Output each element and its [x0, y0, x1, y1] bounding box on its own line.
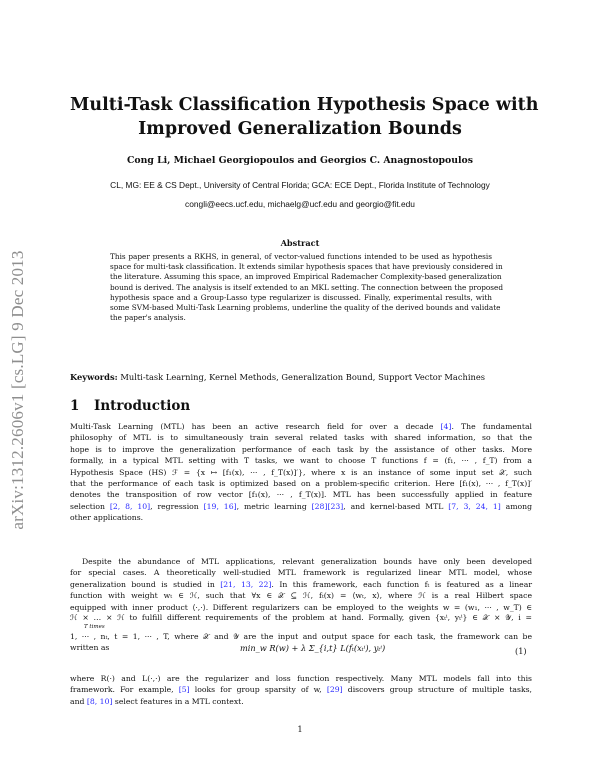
keywords: [70, 372, 540, 382]
title-line: Improved Generalization Bounds: [138, 119, 462, 139]
citation-link[interactable]: [8, 10]: [86, 696, 113, 706]
abstract-line: space for multi-task classification. It extends similar hypothesis spaces that have previously considered in: [110, 262, 503, 272]
abstract-line: bound is derived. The analysis is itself extended to an MKL setting. The connection between the proposed: [110, 282, 504, 292]
citation-link[interactable]: [2, 8, 10]: [109, 501, 151, 511]
keywords-text: Multi-task Learning, Kernel Methods, Generalization Bound, Support Vector Machines: [120, 372, 485, 382]
text-line: 1, ··· , nₜ, t = 1, ··· , T, where 𝒳 and 𝒴 are the input and output space for each task, the framework can be: [70, 632, 532, 642]
arxiv-stamp: [4, 170, 32, 610]
keywords-label: Keywords:: [70, 372, 118, 382]
citation-link[interactable]: [28]: [311, 501, 328, 511]
citation-link[interactable]: [5]: [178, 685, 190, 695]
text-line: other applications.: [70, 513, 144, 523]
citation-link[interactable]: [4]: [440, 422, 452, 431]
abstract-line: the paper's analysis.: [110, 313, 186, 323]
equation-number: (1): [515, 646, 527, 656]
equation: min_w R(w) + λ Σ_{i,t} L(fₜ(xₜⁱ), yₜⁱ): [240, 643, 386, 653]
abstract-heading: Abstract: [280, 238, 320, 248]
citation-link[interactable]: [19, 16]: [203, 501, 237, 511]
section-number: 1: [70, 398, 80, 414]
text-line: Multi-Task Learning (MTL) has been an active research field for over a decade [4]. The fundamental: [70, 422, 532, 431]
arxiv-stamp-text: arXiv:1312.2606v1 [cs.LG] 9 Dec 2013: [8, 250, 27, 530]
section-title: Introduction: [94, 398, 191, 414]
affiliation: CL, MG: EE & CS Dept., University of Central Florida; GCA: ECE Dept., Florida Institute of Technology: [110, 180, 490, 190]
title-line: Multi-Task Classification Hypothesis Space with: [70, 95, 539, 115]
citation-link[interactable]: [7, 3, 24, 1]: [448, 501, 501, 511]
abstract-line: This paper presents a RKHS, in general, of vector-valued functions intended to be used as hypothesis: [110, 252, 492, 261]
emails: congli@eecs.ucf.edu, michaelg@ucf.edu and georgio@fit.edu: [185, 199, 415, 209]
underbrace-label: T times: [84, 624, 105, 631]
citation-link[interactable]: [29]: [326, 685, 343, 695]
paragraph-2: [70, 556, 532, 654]
text-line: philosophy of MTL is to simultaneously train several related tasks with shared information, so that the: [70, 433, 532, 443]
text-line: written as: [70, 643, 110, 653]
abstract-line: hypothesis space and a Group-Lasso type regularizer is discussed. Finally, experimental results, with: [110, 292, 492, 302]
citation-link[interactable]: [23]: [327, 501, 344, 511]
text-line: hope is to improve the generalization performance of each task by the assistance of other tasks. More: [70, 444, 532, 454]
paragraph-3: [70, 673, 532, 707]
text-line: ℋ × … × ℋ to fulfill different requirements of the problem at hand. Formally, given {xₜⁱ, yₜⁱ} ∈ 𝒳 × 𝒴, i =: [70, 613, 532, 623]
abstract-line: some SVM-based Multi-Task Learning problems, underline the quality of the derived bounds and validate: [110, 303, 501, 313]
paper-title: [70, 93, 539, 141]
section-heading: [70, 398, 190, 414]
text-line: generalization bound is studied in [21, 13, 22]. In this framework, each function fₜ is featured as a linear: [70, 579, 532, 589]
text-line: Despite the abundance of MTL applications, relevant generalization bounds have only been developed: [82, 557, 532, 566]
text-line: selection [2, 8, 10], regression [19, 16], metric learning [28][23], and kernel-based MTL [7, 3, 24, 1] among: [70, 501, 532, 511]
text-line: and [8, 10] select features in a MTL context.: [70, 696, 244, 706]
text-line: that the performance of each task is optimized based on a problem-specific criterion. Here [f₁(x), ··· , f_T(x)]′: [70, 479, 532, 489]
text-line: Hypothesis Space (HS) ℱ = {x ↦ [f₁(x), ··· , f_T(x)]′}, where x is an instance of some input set 𝒳, such: [70, 467, 532, 477]
citation-link[interactable]: [21, 13, 22]: [220, 579, 272, 589]
text-line: denotes the transposition of row vector [f₁(x), ··· , f_T(x)]. MTL has been successfully applied in feature: [70, 490, 532, 500]
abstract-body: [110, 252, 504, 323]
paragraph-1: [70, 421, 532, 524]
abstract-line: the literature. Assuming this space, an improved Empirical Rademacher Complexity-based generalization: [110, 272, 502, 282]
text-line: equipped with inner product ⟨·,·⟩. Different regularizers can be employed to the weights w = (w₁, ··· , w_T) ∈: [70, 602, 532, 612]
text-line: where R(·) and L(·,·) are the regularizer and loss function respectively. Many MTL models fall into this: [70, 674, 532, 683]
page-number: 1: [297, 724, 303, 734]
text-line: function with weight wₜ ∈ ℋ, such that ∀x ∈ 𝒳 ⊆ ℋ, fₜ(x) = ⟨wₜ, x⟩, where ℋ is a real Hilbert space: [70, 591, 532, 601]
text-line: for special cases. A theoretically well-studied MTL framework is regularized linear MTL model, whose: [70, 568, 532, 578]
text-line: formally, in a typical MTL setting with T tasks, we want to choose T functions f = (f₁, ··· , f_T) from a: [70, 456, 532, 466]
authors: Cong Li, Michael Georgiopoulos and Georgios C. Anagnostopoulos: [127, 155, 473, 166]
text-line: framework. For example, [5] looks for group sparsity of w, [29] discovers group structure of multiple tasks,: [70, 685, 532, 695]
